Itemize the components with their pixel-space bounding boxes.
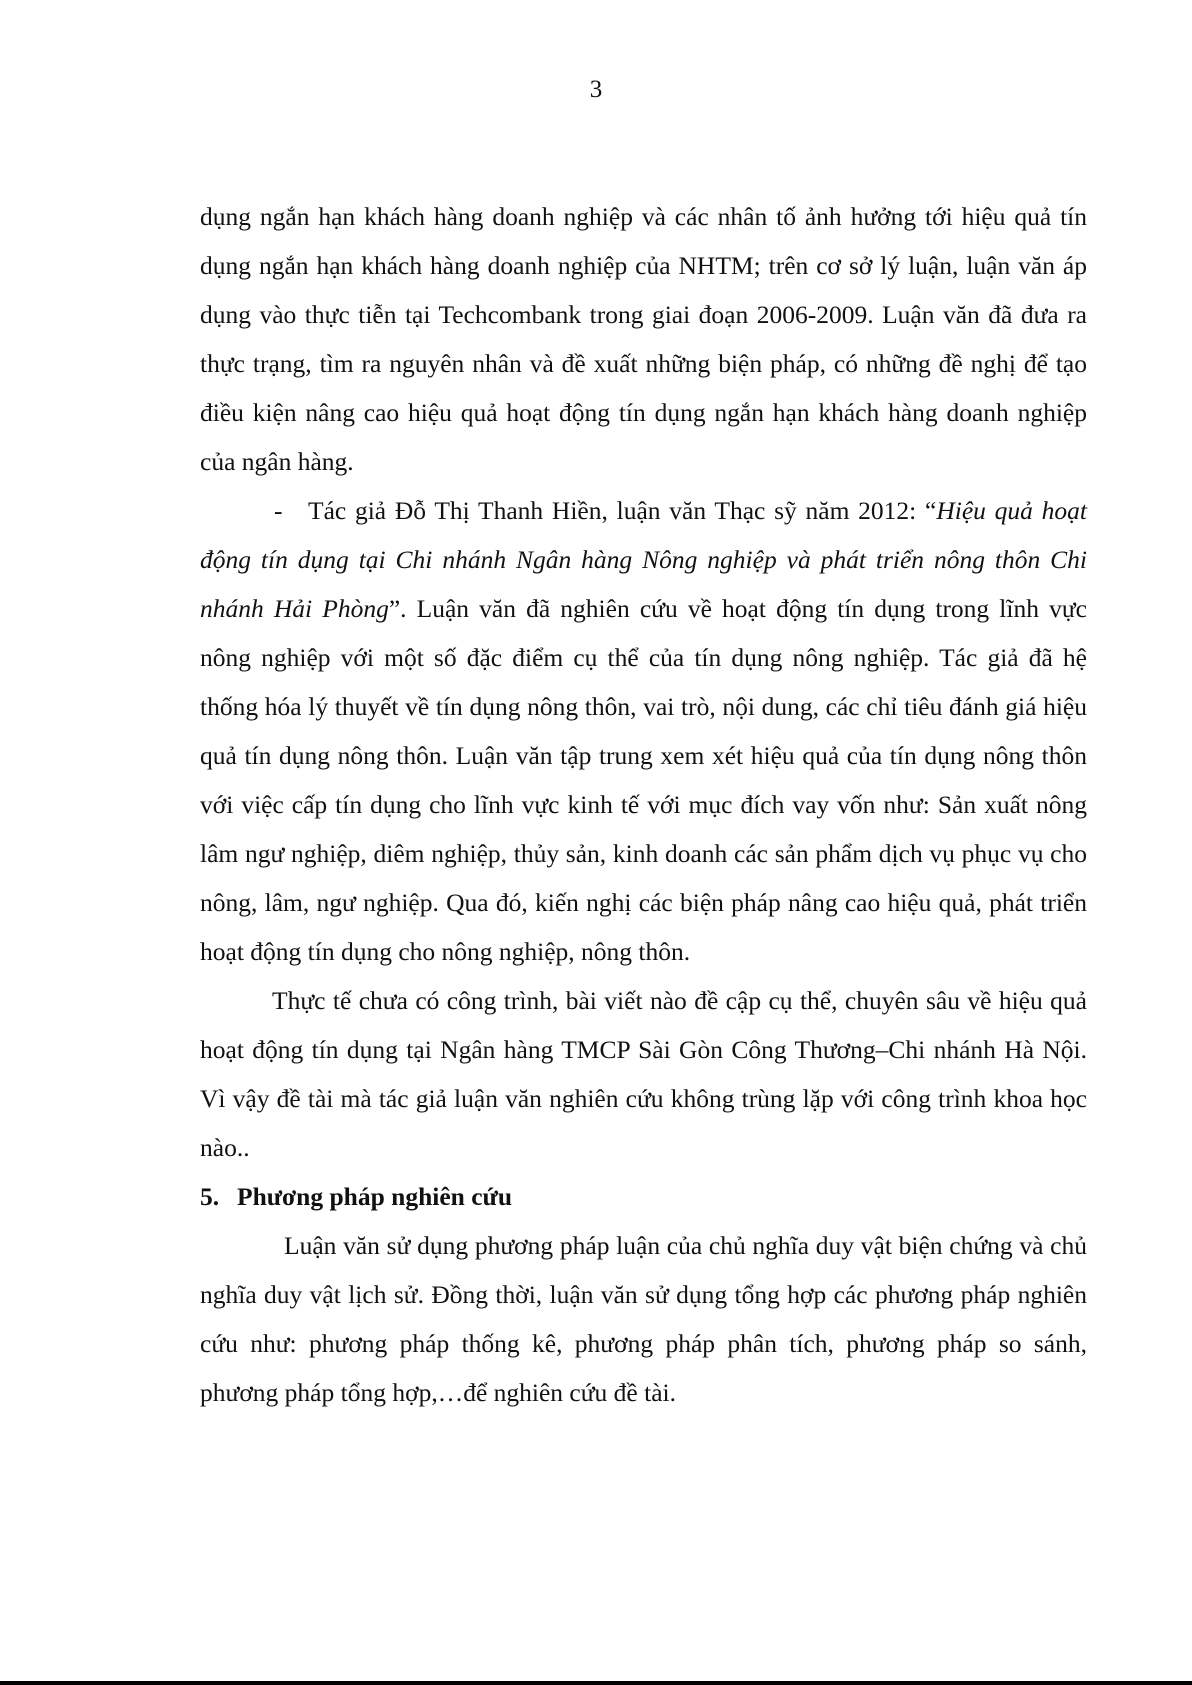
paragraph-lead-text: Tác giả Đỗ Thị Thanh Hiền, luận văn Thạc sỹ năm 2012: “ xyxy=(308,496,937,525)
document-body xyxy=(200,192,1087,1417)
bullet-dash: - xyxy=(274,496,283,525)
section-heading xyxy=(200,1172,1087,1221)
paragraph-research-gap: Thực tế chưa có công trình, bài viết nào đề cập cụ thể, chuyên sâu về hiệu quả hoạt động tín dụng tại Ngân hàng TMCP Sài Gòn Công Thương–Chi nhánh Hà Nội. Vì vậy đề tài mà tác giả luận văn nghiên cứu không trùng lặp với công trình khoa học nào.. xyxy=(200,986,1087,1162)
page-number: 3 xyxy=(589,76,603,103)
section-number: 5. xyxy=(200,1182,220,1211)
thesis-title-italic: Hiệu quả hoạt động tín dụng tại Chi nhánh Ngân hàng Nông nghiệp và phát triển nông thôn Chi nhánh Hải Phòng xyxy=(200,496,1088,623)
page-bottom-edge xyxy=(0,1681,1192,1685)
paragraph-rest-text: ”. Luận văn đã nghiên cứu về hoạt động tín dụng trong lĩnh vực nông nghiệp với một số đặc điểm cụ thể của tín dụng nông nghiệp. Tác giả đã hệ thống hóa lý thuyết về tín dụng nông thôn, vai trò, nội dung, các chỉ tiêu đánh giá hiệu quả tín dụng nông thôn. Luận văn tập trung xem xét hiệu quả của tín dụng nông thôn với việc cấp tín dụng cho lĩnh vực kinh tế với mục đích vay vốn như: Sản xuất nông lâm ngư nghiệp, diêm nghiệp, thủy sản, kinh doanh các sản phẩm dịch vụ phục vụ cho nông, lâm, ngư nghiệp. Qua đó, kiến nghị các biện pháp nâng cao hiệu quả, phát triển hoạt động tín dụng cho nông nghiệp, nông thôn. xyxy=(200,594,1087,966)
paragraph-research-method: Luận văn sử dụng phương pháp luận của chủ nghĩa duy vật biện chứng và chủ nghĩa duy vật lịch sử. Đồng thời, luận văn sử dụng tổng hợp các phương pháp nghiên cứu như: phương pháp thống kê, phương pháp phân tích, phương pháp so sánh, phương pháp tổng hợp,…để nghiên cứu đề tài. xyxy=(200,1231,1087,1407)
section-title: Phương pháp nghiên cứu xyxy=(237,1182,513,1211)
paragraph-techcombank-study: dụng ngắn hạn khách hàng doanh nghiệp và các nhân tố ảnh hưởng tới hiệu quả tín dụng ngắn hạn khách hàng doanh nghiệp của NHTM; trên cơ sở lý luận, luận văn áp dụng vào thực tiễn tại Techcombank trong giai đoạn 2006-2009. Luận văn đã đưa ra thực trạng, tìm ra nguyên nhân và đề xuất những biện pháp, có những đề nghị để tạo điều kiện nâng cao hiệu quả hoạt động tín dụng ngắn hạn khách hàng doanh nghiệp của ngân hàng. xyxy=(200,202,1087,476)
paragraph-hai-phong-study xyxy=(200,486,1087,976)
